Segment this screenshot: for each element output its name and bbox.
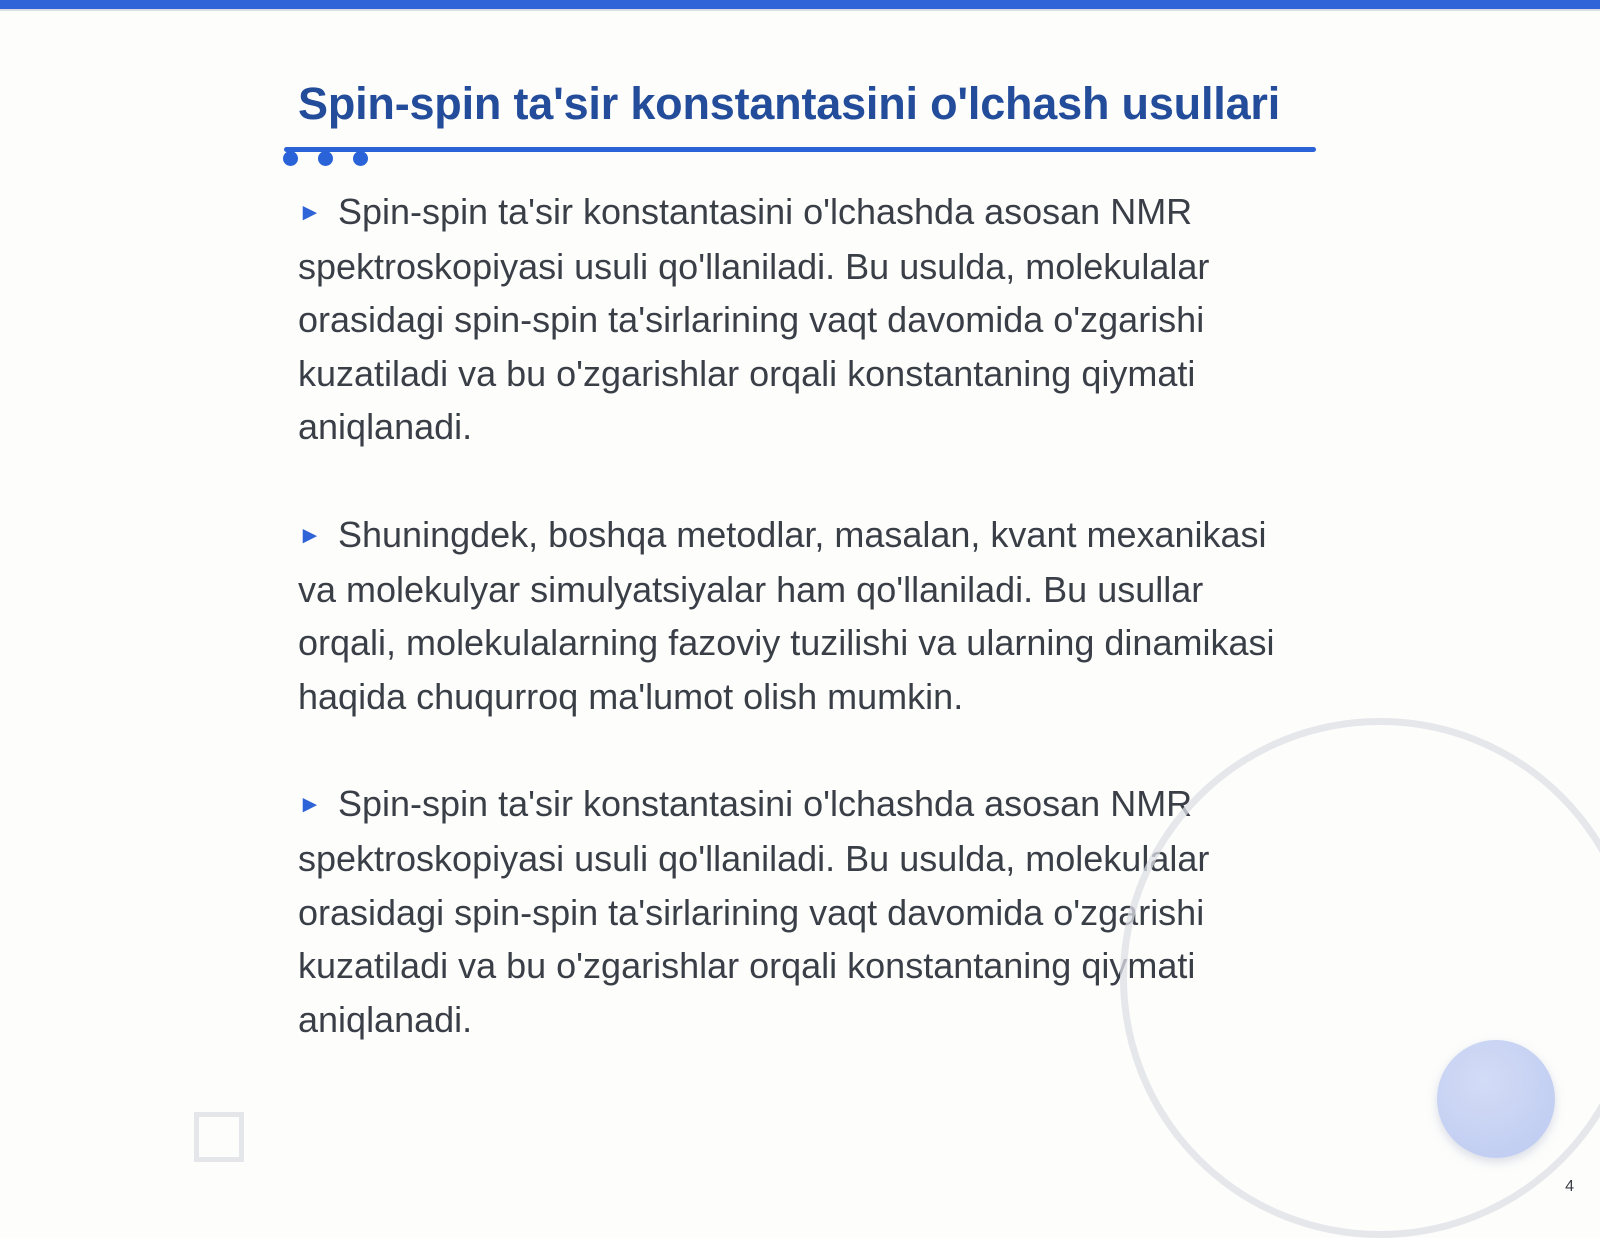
triangle-bullet-icon: ► — [298, 791, 322, 819]
bullet-text: Spin-spin ta'sir konstantasini o'lchashda asosan NMR spektroskopiyasi usuli qo'llaniladi. Bu usulda, molekulalar orasidagi spin-spin ta'sirlarining vaqt davomida o'zgarishi kuzatiladi va bu o'zgarishlar orqali konstantaning qiymati aniqlanadi. — [298, 783, 1210, 1040]
title-underline — [284, 147, 1316, 152]
decorative-square — [194, 1112, 244, 1162]
bullet-item — [298, 185, 1308, 454]
bullet-text: Spin-spin ta'sir konstantasini o'lchashda asosan NMR spektroskopiyasi usuli qo'llaniladi. Bu usulda, molekulalar orasidagi spin-spin ta'sirlarining vaqt davomida o'zgarishi kuzatiladi va bu o'zgarishlar orqali konstantaning qiymati aniqlanadi. — [298, 191, 1210, 448]
slide-title: Spin-spin ta'sir konstantasini o'lchash usullari — [298, 78, 1281, 129]
underline-dot — [318, 151, 333, 166]
bullet-text: Shuningdek, boshqa metodlar, masalan, kvant mexanikasi va molekulyar simulyatsiyalar ham qo'llaniladi. Bu usullar orqali, molekulalarning fazoviy tuzilishi va ularning dinamikasi haqida chuqurroq ma'lumot olish mumkin. — [298, 513, 1275, 717]
top-accent-bar — [0, 0, 1600, 11]
bullet-item — [298, 508, 1308, 723]
underline-dot — [283, 151, 298, 166]
triangle-bullet-icon: ► — [298, 521, 322, 549]
underline-dot — [353, 151, 368, 166]
decorative-circle — [1437, 1040, 1555, 1158]
page-number: 4 — [1565, 1178, 1574, 1195]
triangle-bullet-icon: ► — [298, 199, 322, 226]
